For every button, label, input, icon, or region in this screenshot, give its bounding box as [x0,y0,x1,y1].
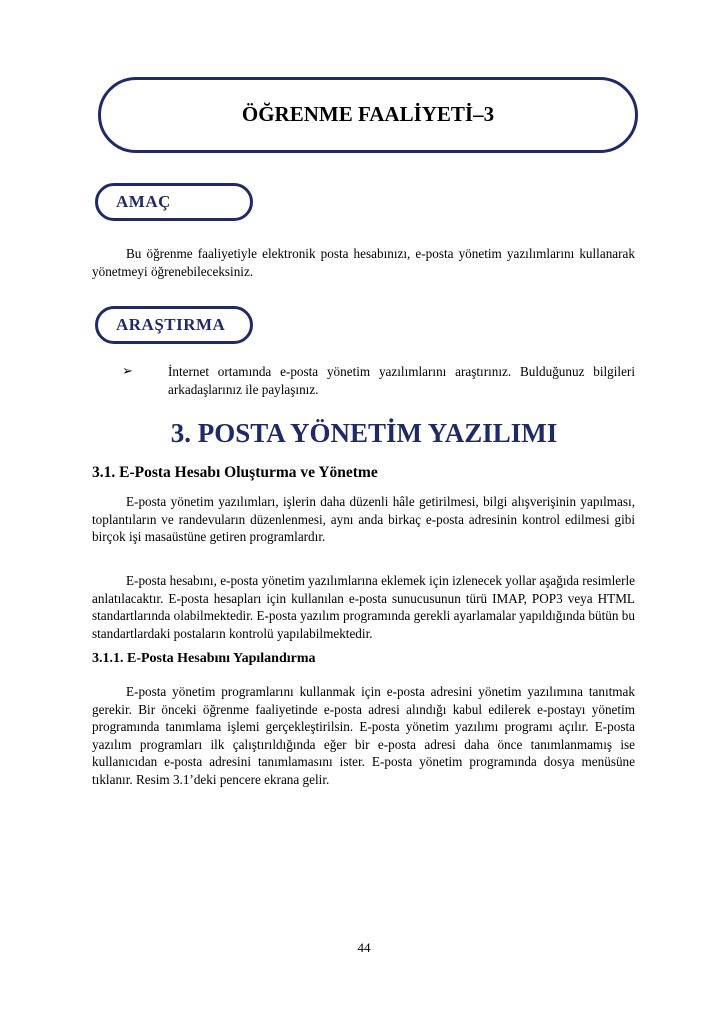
amac-text: Bu öğrenme faaliyetiyle elektronik posta hesabınızı, e-posta yönetim yazılımlarını kullanarak yönetmeyi öğrenebileceksiniz. [92,246,635,279]
page-number: 44 [357,940,371,955]
section-3-1-paragraph-2: E-posta hesabını, e-posta yönetim yazılımlarına eklemek için izlenecek yollar aşağıda resimlerle anlatılacaktır. E-posta hesapları için kullanılan e-posta sunucusunun türü IMAP, POP3 veya HTML standartlarında olabilmektedir. E-posta yazılım programında gerekli ayarlamalar yapıldığında bütün bu standartlardaki postaların kontrolü yapılabilmektedir. [92,573,635,641]
section-3-1-1-paragraph-1: E-posta yönetim programlarını kullanmak için e-posta adresini yönetim yazılımına tanıtmak gerekir. Bir önceki öğrenme faaliyetinde e-posta adresi alındığı kabul edilerek e-postayı yönetim programında tanımlama işlemi gerçekleştirilsin. E-posta yönetim yazılımı programı açılır. E-posta yazılım programları ilk çalıştırıldığında eğer bir e-posta adresi daha önce tanımlanmamış ise kullanıcıdan e-posta adresini tanımlamasını ister. E-posta yönetim programında dosya menüsüne tıklanır. Resim 3.1’deki pencere ekrana gelir. [92,684,635,787]
section-3-1-paragraph-1: E-posta yönetim yazılımları, işlerin daha düzenli hâle getirilmesi, bilgi alışverişinin yapılması, toplantıların ve randevuların düzenlenmesi, aynı anda birkaç e-posta adresinin kontrol edilmesi gibi birçok işi masaüstüne getiren programlardır. [92,494,635,544]
arastirma-tag [95,306,253,344]
chapter-title: 3. POSTA YÖNETİM YAZILIMI [170,418,558,448]
arastirma-bullet-text: İnternet ortamında e-posta yönetim yazılımlarını araştırınız. Bulduğunuz bilgileri arkadaşlarınız ile paylaşınız. [168,364,635,397]
arrow-bullet-icon: ➢ [122,363,133,378]
activity-banner [98,77,638,153]
section-3-1-1-heading: 3.1.1. E-Posta Hesabını Yapılandırma [92,651,316,666]
activity-title: ÖĞRENME FAALİYETİ–3 [241,102,495,126]
amac-tag [95,183,253,221]
amac-label: AMAÇ [116,192,171,211]
section-3-1-heading: 3.1. E-Posta Hesabı Oluşturma ve Yönetme [92,464,378,481]
arastirma-label: ARAŞTIRMA [116,315,226,334]
